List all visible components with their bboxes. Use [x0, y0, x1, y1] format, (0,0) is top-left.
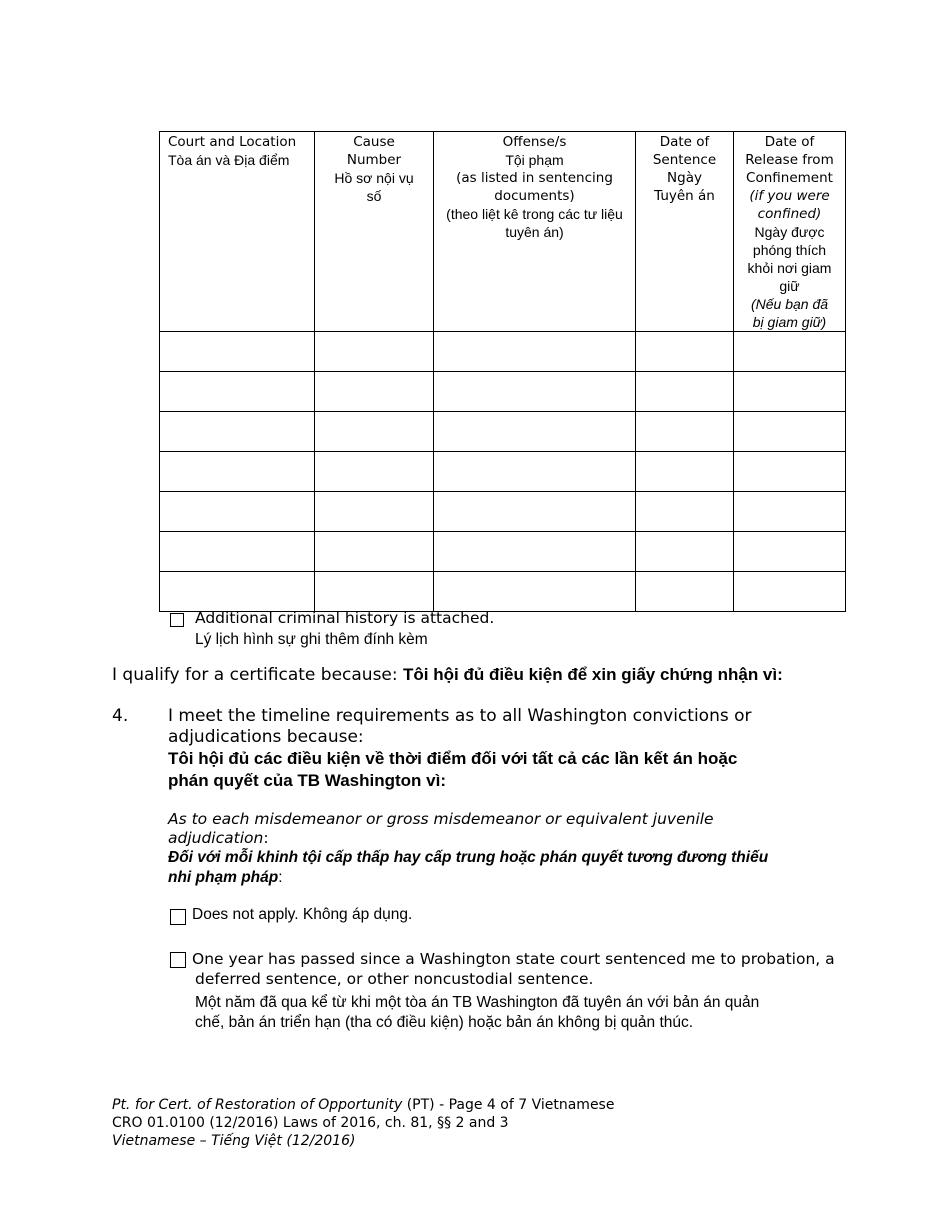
table-row: [160, 492, 846, 532]
col-cause-number-en: Cause Number: [346, 134, 402, 168]
additional-history-checkbox[interactable]: [170, 613, 184, 627]
misdemeanor-vi-line2: [168, 869, 283, 887]
date-of-release-cell[interactable]: [734, 532, 846, 572]
cause-number-cell[interactable]: [315, 412, 434, 452]
table-row: [160, 332, 846, 372]
col-date-of-release-vi: Ngày được phóng thích khỏi nơi giam giữ: [747, 224, 832, 294]
offense-cell[interactable]: [434, 492, 636, 532]
col-court-location: [160, 132, 315, 332]
court-location-cell[interactable]: [160, 372, 315, 412]
col-offenses-vi-note: (theo liệt kê trong các tư liệu tuyên án): [446, 206, 623, 240]
date-of-sentence-cell[interactable]: [636, 532, 734, 572]
misdemeanor-vi-juvenile: nhi phạm pháp: [168, 869, 279, 886]
does-not-apply-checkbox[interactable]: [170, 909, 186, 925]
date-of-sentence-cell[interactable]: [636, 452, 734, 492]
col-offenses-en-note: (as listed in sentencing documents): [456, 170, 613, 204]
offense-cell[interactable]: [434, 572, 636, 612]
table-row: [160, 572, 846, 612]
offense-cell[interactable]: [434, 372, 636, 412]
date-of-release-cell[interactable]: [734, 572, 846, 612]
footer-line1: [112, 1097, 614, 1113]
does-not-apply-label: Does not apply. Không áp dụng.: [192, 906, 413, 923]
additional-history-en: Additional criminal history is attached.: [195, 609, 495, 627]
item-4-vi-line1: Tôi hội đủ các điều kiện về thời điểm đối với tất cả các lần kết án hoặc: [168, 749, 738, 768]
court-location-cell[interactable]: [160, 412, 315, 452]
cause-number-cell[interactable]: [315, 452, 434, 492]
table-row: [160, 412, 846, 452]
offense-cell[interactable]: [434, 532, 636, 572]
date-of-sentence-cell[interactable]: [636, 492, 734, 532]
offense-cell[interactable]: [434, 452, 636, 492]
item-4-vi-line2: phán quyết của TB Washington vì:: [168, 771, 446, 790]
date-of-sentence-cell[interactable]: [636, 372, 734, 412]
misdemeanor-en-colon: :: [263, 829, 269, 847]
qualify-heading: [112, 665, 783, 685]
col-cause-number-vi: Hồ sơ nội vụ số: [334, 170, 414, 204]
footer-page-info: (PT) - Page 4 of 7 Vietnamese: [402, 1097, 615, 1113]
one-year-en-line1: One year has passed since a Washington state court sentenced me to probation, a: [192, 950, 835, 968]
col-cause-number: [315, 132, 434, 332]
item-4-en-line1: I meet the timeline requirements as to all Washington convictions or: [168, 706, 752, 726]
date-of-release-cell[interactable]: [734, 452, 846, 492]
court-location-cell[interactable]: [160, 532, 315, 572]
one-year-en-line2: deferred sentence, or other noncustodial sentence.: [195, 970, 594, 988]
footer-form-title: Pt. for Cert. of Restoration of Opportunity: [112, 1097, 403, 1113]
col-offenses: [434, 132, 636, 332]
col-offenses-vi: Tội phạm: [505, 152, 564, 168]
misdemeanor-vi-line1: Đối với mỗi khinh tội cấp thấp hay cấp trung hoặc phán quyết tương đương thiếu: [168, 849, 769, 866]
footer-line2: CRO 01.0100 (12/2016) Laws of 2016, ch. 81, §§ 2 and 3: [112, 1115, 509, 1131]
item-4-en-line2: adjudications because:: [168, 727, 364, 747]
offense-cell[interactable]: [434, 412, 636, 452]
col-court-location-en: Court and Location: [168, 134, 297, 150]
table-row: [160, 532, 846, 572]
misdemeanor-en-line2: [168, 829, 269, 847]
col-date-of-sentence-en: Date of Sentence: [652, 134, 717, 168]
date-of-sentence-cell[interactable]: [636, 332, 734, 372]
col-date-of-release-vi-note: (Nếu bạn đã bị giam giữ): [750, 296, 829, 330]
court-location-cell[interactable]: [160, 452, 315, 492]
misdemeanor-en-line1: As to each misdemeanor or gross misdemeanor or equivalent juvenile: [168, 810, 714, 828]
one-year-vi-line1: Một năm đã qua kể từ khi một tòa án TB Washington đã tuyên án với bản án quản: [195, 994, 760, 1011]
col-date-of-sentence-vi: Ngày Tuyên án: [654, 170, 715, 204]
court-location-cell[interactable]: [160, 492, 315, 532]
col-court-location-vi: Tòa án và Địa điểm: [168, 152, 290, 168]
date-of-release-cell[interactable]: [734, 492, 846, 532]
cause-number-cell[interactable]: [315, 372, 434, 412]
cause-number-cell[interactable]: [315, 532, 434, 572]
misdemeanor-en-adjudication: adjudication: [168, 829, 264, 847]
court-location-cell[interactable]: [160, 332, 315, 372]
col-date-of-sentence: [636, 132, 734, 332]
table-header-row: [160, 132, 846, 332]
item-4-number: 4.: [112, 706, 129, 726]
date-of-release-cell[interactable]: [734, 372, 846, 412]
criminal-history-table: [159, 131, 846, 612]
court-location-cell[interactable]: [160, 572, 315, 612]
col-date-of-release-en: Date of Release from Confinement: [745, 134, 834, 186]
qualify-vi: Tôi hội đủ điều kiện để xin giấy chứng nhận vì:: [403, 665, 783, 684]
date-of-sentence-cell[interactable]: [636, 412, 734, 452]
cause-number-cell[interactable]: [315, 332, 434, 372]
offense-cell[interactable]: [434, 332, 636, 372]
misdemeanor-vi-colon: :: [278, 869, 283, 886]
footer-line3: Vietnamese – Tiếng Việt (12/2016): [112, 1133, 356, 1149]
table-row: [160, 452, 846, 492]
cause-number-cell[interactable]: [315, 492, 434, 532]
col-date-of-release: [734, 132, 846, 332]
one-year-passed-checkbox[interactable]: [170, 952, 186, 968]
col-offenses-en: Offense/s: [502, 134, 567, 150]
additional-history-vi: Lý lịch hình sự ghi thêm đính kèm: [195, 631, 428, 648]
date-of-sentence-cell[interactable]: [636, 572, 734, 612]
date-of-release-cell[interactable]: [734, 332, 846, 372]
col-date-of-release-en-note: (if you were confined): [749, 188, 830, 222]
table-row: [160, 372, 846, 412]
cause-number-cell[interactable]: [315, 572, 434, 612]
date-of-release-cell[interactable]: [734, 412, 846, 452]
one-year-vi-line2: chế, bản án triển hạn (tha có điều kiện) hoặc bản án không bị quản thúc.: [195, 1014, 694, 1031]
qualify-en: I qualify for a certificate because:: [112, 665, 404, 685]
